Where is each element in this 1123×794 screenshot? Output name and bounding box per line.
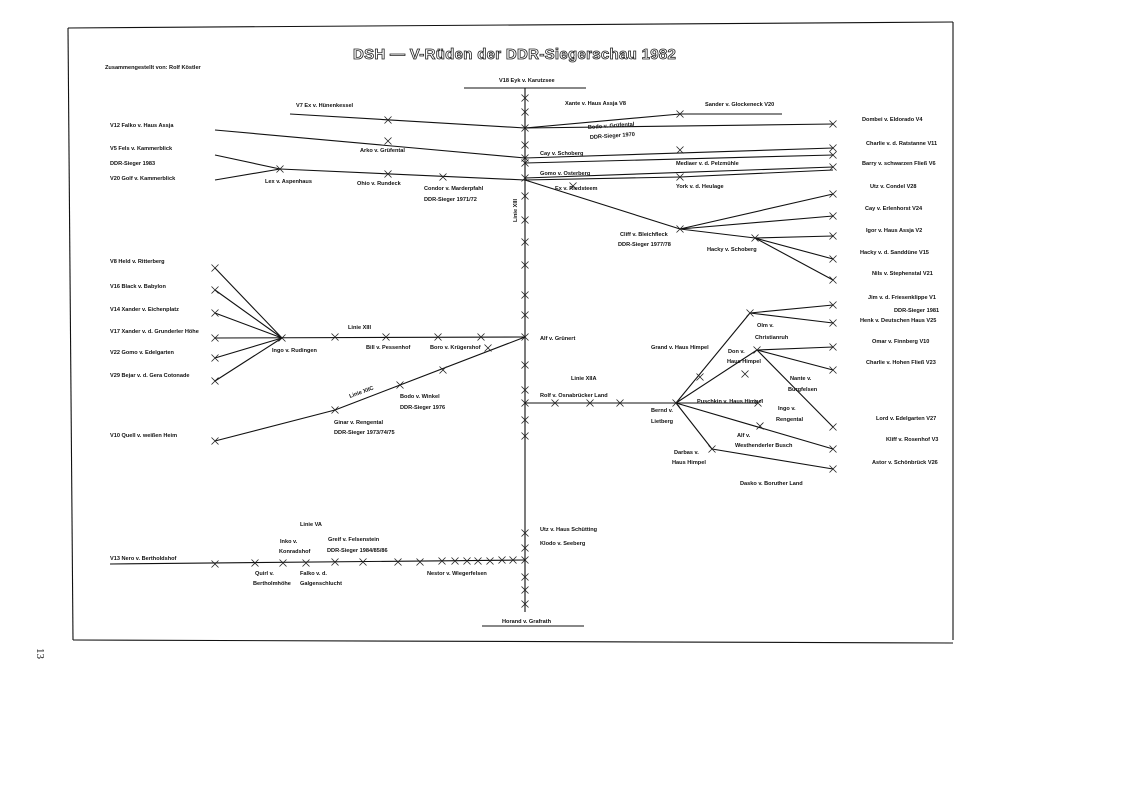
label-klodo: Klodo v. Seeberg: [540, 541, 586, 547]
label-kliff: Kliff v. Rosenhof V3: [886, 437, 939, 443]
label-cay-erlen: Cay v. Erlenhorst V24: [865, 206, 923, 212]
label-don: Don v.: [728, 349, 745, 355]
node-mark: [487, 558, 494, 565]
label-nils: Nils v. Stephenstal V21: [872, 271, 933, 277]
label-ingo-rud: Ingo v. Rudingen: [272, 348, 317, 354]
pedigree-link: [215, 410, 335, 441]
pedigree-link: [755, 238, 833, 259]
node-mark: [332, 334, 339, 341]
pedigree-link: [680, 229, 755, 238]
label-nante: Nante v.: [790, 376, 812, 382]
label-v12: V12 Falko v. Haus Assja: [110, 123, 174, 129]
node-mark: [485, 345, 492, 352]
label-v7: V7 Ex v. Hünenkessel: [296, 103, 354, 109]
page-title: DSH — V-Rüden der DDR-Siegerschau 1982: [353, 46, 677, 63]
label-bodo-wink-2: DDR-Sieger 1976: [400, 405, 446, 411]
frame-top: [68, 22, 953, 28]
label-dasko: Dasko v. Boruther Land: [740, 481, 803, 487]
frame-bottom: [73, 640, 953, 643]
label-rengental: Rengental: [776, 417, 804, 423]
label-jim-1: Jim v. d. Friesenklippe V1: [868, 295, 936, 301]
node-mark: [303, 560, 310, 567]
node-mark: [212, 310, 219, 317]
label-bill: Bill v. Pessenhof: [366, 345, 411, 351]
label-utz-condel: Utz v. Condel V28: [870, 184, 917, 190]
pedigree-link: [676, 350, 757, 403]
label-v10: V10 Quell v. weißen Heim: [110, 433, 178, 439]
pedigree-link: [680, 216, 833, 229]
label-grand: Grand v. Haus Himpel: [651, 345, 709, 351]
node-mark: [212, 265, 219, 272]
label-bodo-gruef-2: DDR-Sieger 1970: [589, 131, 636, 141]
label-jim-2: DDR-Sieger 1981: [894, 308, 940, 314]
node-mark: [385, 138, 392, 145]
label-inko: Inko v.: [280, 539, 298, 545]
label-barry: Barry v. schwarzen Fließ V6: [862, 161, 936, 167]
pedigree-link: [290, 114, 525, 128]
pedigree-link: [215, 313, 282, 338]
node-mark: [212, 355, 219, 362]
pedigree-link: [525, 124, 833, 128]
node-mark: [280, 560, 287, 567]
label-galgen: Galgenschlucht: [300, 581, 342, 587]
label-lord: Lord v. Edelgarten V27: [876, 416, 937, 422]
label-olm: Olm v.: [757, 323, 774, 329]
line-name-va: Linie VA: [300, 522, 322, 528]
label-top-center: V18 Eyk v. Karutzsee: [499, 78, 555, 84]
label-boro: Boro v. Krügershof: [430, 345, 481, 351]
pedigree-link: [215, 155, 280, 169]
label-ohio: Ohio v. Rundeck: [357, 181, 401, 187]
node-mark: [440, 174, 447, 181]
pedigree-link: [215, 268, 282, 338]
node-mark: [742, 371, 749, 378]
node-mark: [212, 561, 219, 568]
label-bodo-wink-1: Bodo v. Winkel: [400, 394, 440, 400]
label-v22: V22 Gomo v. Edelgarten: [110, 350, 174, 356]
label-christ: Christianruh: [755, 335, 789, 341]
label-cliff-2: DDR-Sieger 1977/78: [618, 242, 671, 248]
node-mark: [830, 446, 837, 453]
node-mark: [757, 423, 764, 430]
label-dombei: Dombei v. Eldorado V4: [862, 117, 923, 123]
label-ginar-1: Ginar v. Rengental: [334, 420, 384, 426]
label-york: York v. d. Heulage: [676, 184, 724, 190]
label-gomo-ost: Gomo v. Osterberg: [540, 171, 591, 177]
pedigree-link: [757, 347, 833, 350]
pedigree-link: [750, 305, 833, 313]
label-sander: Sander v. Glockeneck V20: [705, 102, 775, 108]
label-ingo-ren: Ingo v.: [778, 406, 796, 412]
label-bodo-gruef-1: Bodo v. Grüfental: [587, 121, 635, 131]
label-astor: Astor v. Schönbrück V26: [872, 460, 938, 466]
pedigree-link: [676, 313, 750, 403]
label-puschkin: Puschkin v. Haus Himpel: [697, 399, 764, 405]
label-xante: Xante v. Haus Assja V8: [565, 101, 626, 107]
label-bertho: Bertholmhöhe: [253, 581, 291, 587]
connection-lines: [110, 88, 833, 626]
label-omar: Omar v. Finnberg V10: [872, 339, 930, 345]
label-utz-haus: Utz v. Haus Schütting: [540, 527, 598, 533]
label-v20: V20 Golf v. Kammerblick: [110, 176, 176, 182]
label-mediaer: Mediaer v. d. Pelzmühle: [676, 161, 739, 167]
node-mark: [830, 424, 837, 431]
node-mark: [212, 378, 219, 385]
node-mark: [830, 367, 837, 374]
label-v29: V29 Bejar v. d. Gera Cotonade: [110, 373, 190, 379]
pedigree-link: [757, 350, 833, 370]
node-mark: [397, 382, 404, 389]
label-arko: Arko v. Grüfental: [360, 148, 405, 154]
pedigree-link: [676, 403, 712, 449]
line-name-xiii-vertical: Linie XIII: [513, 198, 519, 222]
label-westhof: Westhenderler Busch: [735, 443, 793, 449]
label-lietberg: Lietberg: [651, 419, 674, 425]
label-haus-himpel: Haus Himpel: [727, 359, 761, 365]
label-alf: Alf v. Grünert: [540, 336, 576, 342]
pedigree-link: [280, 169, 525, 180]
label-nestor: Nestor v. Wiegerfelsen: [427, 571, 487, 577]
label-bottom-center: Horand v. Grafrath: [502, 619, 552, 625]
label-darbas: Darbas v.: [674, 450, 699, 456]
label-charlie-hohen: Charlie v. Hohen Fließ V23: [866, 360, 936, 366]
label-igor: Igor v. Haus Assja V2: [866, 228, 923, 234]
pedigree-link: [755, 238, 833, 280]
label-condor-2: DDR-Sieger 1971/72: [424, 197, 477, 203]
label-burg: Burgfelsen: [788, 387, 818, 393]
pedigree-link: [755, 236, 833, 238]
label-konrad: Konradshof: [279, 549, 311, 555]
label-quirl: Quirl v.: [255, 571, 274, 577]
pedigree-link: [215, 338, 282, 381]
label-rolf-osna: Rolf v. Osnabrücker Land: [540, 393, 608, 399]
pedigree-link: [525, 180, 680, 229]
line-name-xiii-b: Linie XIII: [348, 325, 372, 331]
label-v16: V16 Black v. Babylon: [110, 284, 166, 290]
label-hacky-scho: Hacky v. Schoberg: [707, 247, 757, 253]
node-mark: [332, 407, 339, 414]
node-mark: [830, 277, 837, 284]
label-alf-west: Alf v.: [737, 433, 751, 439]
line-name-xiii-c: Linie XIIC: [348, 385, 375, 400]
compiled-by: Zusammengestellt von: Rolf Köstler: [105, 65, 201, 71]
page-number: 13: [34, 648, 46, 659]
label-lex: Lex v. Aspenhaus: [265, 179, 312, 185]
label-v14: V14 Xander v. Eichenplatz: [110, 307, 179, 313]
label-v8: V8 Held v. Ritterberg: [110, 259, 165, 265]
label-hacky-sand: Hacky v. d. Sanddüne V15: [860, 250, 929, 256]
label-ginar-2: DDR-Sieger 1973/74/75: [334, 430, 395, 436]
pedigree-link: [215, 337, 525, 338]
line-name-xiii-a: Linie XIIA: [571, 376, 597, 382]
label-condor-1: Condor v. Marderpfahl: [424, 186, 484, 192]
frame-left: [68, 28, 73, 640]
label-greif-1: Greif v. Felsenstein: [328, 537, 380, 543]
pedigree-link: [750, 313, 833, 323]
pedigree-link: [680, 170, 833, 177]
label-v17: V17 Xander v. d. Grunderler Höhe: [110, 329, 199, 335]
label-cliff-1: Cliff v. Bleichfleck: [620, 232, 668, 238]
node-mark: [395, 559, 402, 566]
label-darbas-haus: Haus Himpel: [672, 460, 706, 466]
label-v13: V13 Nero v. Bertholdshof: [110, 556, 177, 562]
label-v5-1: V5 Fels v. Kammerblick: [110, 146, 173, 152]
pedigree-link: [712, 449, 833, 469]
label-greif-2: DDR-Sieger 1984/85/86: [327, 548, 388, 554]
label-v5-2: DDR-Sieger 1983: [110, 161, 156, 167]
node-mark: [417, 559, 424, 566]
pedigree-link: [680, 194, 833, 229]
label-ex-ried: Ex v. Riedsteem: [555, 186, 598, 192]
label-bernd: Bernd v.: [651, 408, 673, 414]
label-henk: Henk v. Deutschen Haus V25: [860, 318, 937, 324]
pedigree-link: [215, 290, 282, 338]
label-falko-d: Falko v. d.: [300, 571, 327, 577]
node-mark: [212, 287, 219, 294]
node-mark: [830, 256, 837, 263]
label-cay-scho: Cay v. Schoberg: [540, 151, 584, 157]
label-charlie-ost: Charlie v. d. Ratstanne V11: [866, 141, 938, 147]
node-mark: [212, 438, 219, 445]
